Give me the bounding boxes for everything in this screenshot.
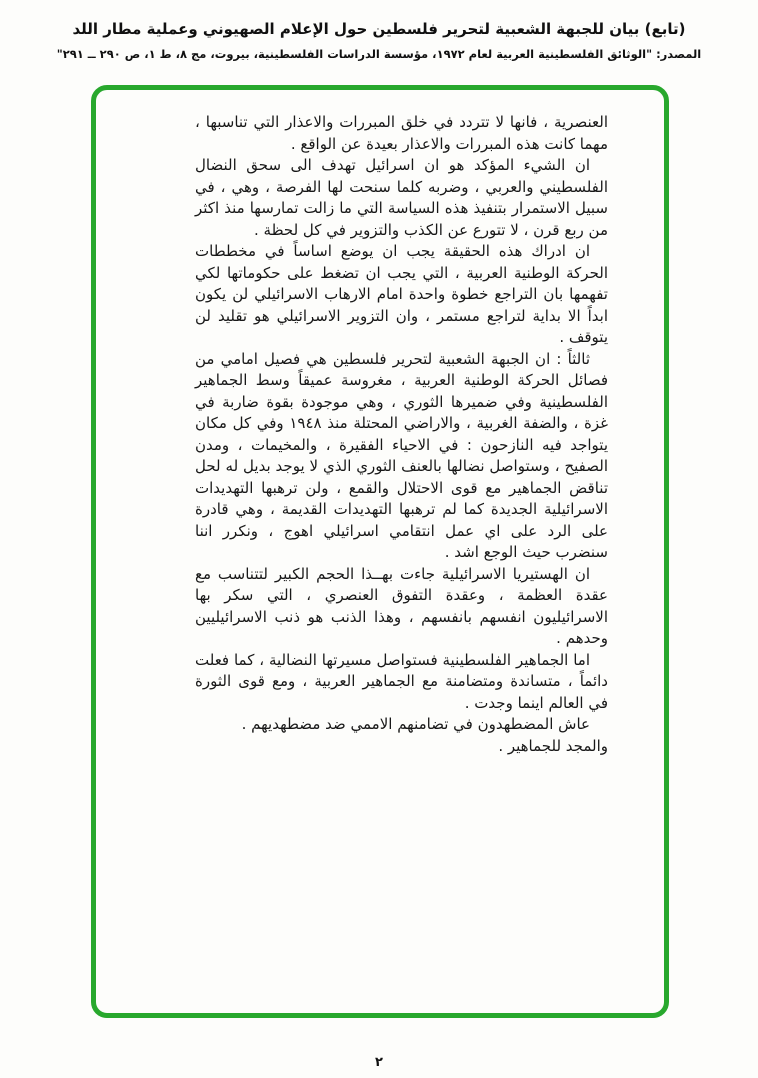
body-paragraph: ان الشيء المؤكد هو ان اسرائيل تهدف الى سحق النضال الفلسطيني والعربي ، وضربه كلما سنحت لها الفرصة ، وهي ، في سبيل الاستمرار بتنفيذ هذه السياسة التي ما زالت تمارسها منذ اكثر من ربع قرن ، لا تتورع عن الكذب والتزوير في كل لحظة .: [195, 156, 608, 239]
content-border-box: [91, 85, 669, 1018]
body-paragraph: ان الهستيريا الاسرائيلية جاءت بهــذا الحجم الكبير لتتناسب مع عقدة العظمة ، وعقدة التفوق العنصري ، التي سكر بها الاسرائيليون انفسهم بانفسهم ، وهذا الذنب هو ذنب الاسرائيليين وحدهم .: [195, 564, 608, 647]
document-header: [0, 20, 758, 61]
body-paragraph: ثالثاً : ان الجبهة الشعبية لتحرير فلسطين هي فصيل امامي من فصائل الحركة الوطنية العربية ، مغروسة عميقاً وسط الجماهير الفلسطينية وفي ضميرها الثوري ، وهي موجودة بقوة ضاربة في غزة ، والضفة الغربية ، والاراضي المحتلة منذ ١٩٤٨ وفي كل مكان يتواجد فيه النازحون : في الاحياء الفقيرة ، والمخيمات ، ومدن الصفيح ، وستواصل نضالها بالعنف الثوري الذي لا يوجد بديل له لحل تناقض الجماهير مع قوى الاحتلال والقمع ، ولن ترهبها التهديدات الاسرائيلية الجديدة كما لم ترهبها التهديدات القديمة ، وهي قادرة على الرد على اي عمل انتقامي اسرائيلي اهوج ، ونكرر اننا سنضرب حيث الوجع اشد .: [195, 349, 608, 561]
document-body: [195, 112, 608, 757]
body-paragraph: العنصرية ، فانها لا تتردد في خلق المبررات والاعذار التي تناسبها ، مهما كانت هذه المبررات والاعذار بعيدة عن الواقع .: [195, 113, 608, 153]
page-number: ٢: [375, 1055, 383, 1070]
body-paragraph: اما الجماهير الفلسطينية فستواصل مسيرتها النضالية ، كما فعلت دائماً ، متساندة ومتضامنة مع الجماهير العربية ، ومع قوى الثورة في العالم اينما وجدت .: [195, 650, 608, 712]
body-paragraph: والمجد للجماهير .: [498, 736, 608, 755]
body-paragraph: ان ادراك هذه الحقيقة يجب ان يوضع اساساً في مخططات الحركة الوطنية العربية ، التي يجب ان تضغط على حكوماتها لكي تفهمها بان التراجع خطوة واحدة امام الارهاب الاسرائيلي لن يكون ابداً الا بداية لتراجع مستمر ، وان التزوير الاسرائيلي هو تقليد لن يتوقف .: [195, 242, 608, 346]
body-paragraph: عاش المضطهدون في تضامنهم الاممي ضد مضطهديهم .: [241, 715, 590, 733]
document-title: (تابع) بيان للجبهة الشعبية لتحرير فلسطين حول الإعلام الصهيوني وعملية مطار اللد: [72, 20, 686, 38]
document-source: المصدر: "الوثائق الفلسطينية العربية لعام ١٩٧٢، مؤسسة الدراسات الفلسطينية، بيروت، مج ٨، ط ١، ص ٢٩٠ ــ ٢٩١": [56, 47, 702, 61]
